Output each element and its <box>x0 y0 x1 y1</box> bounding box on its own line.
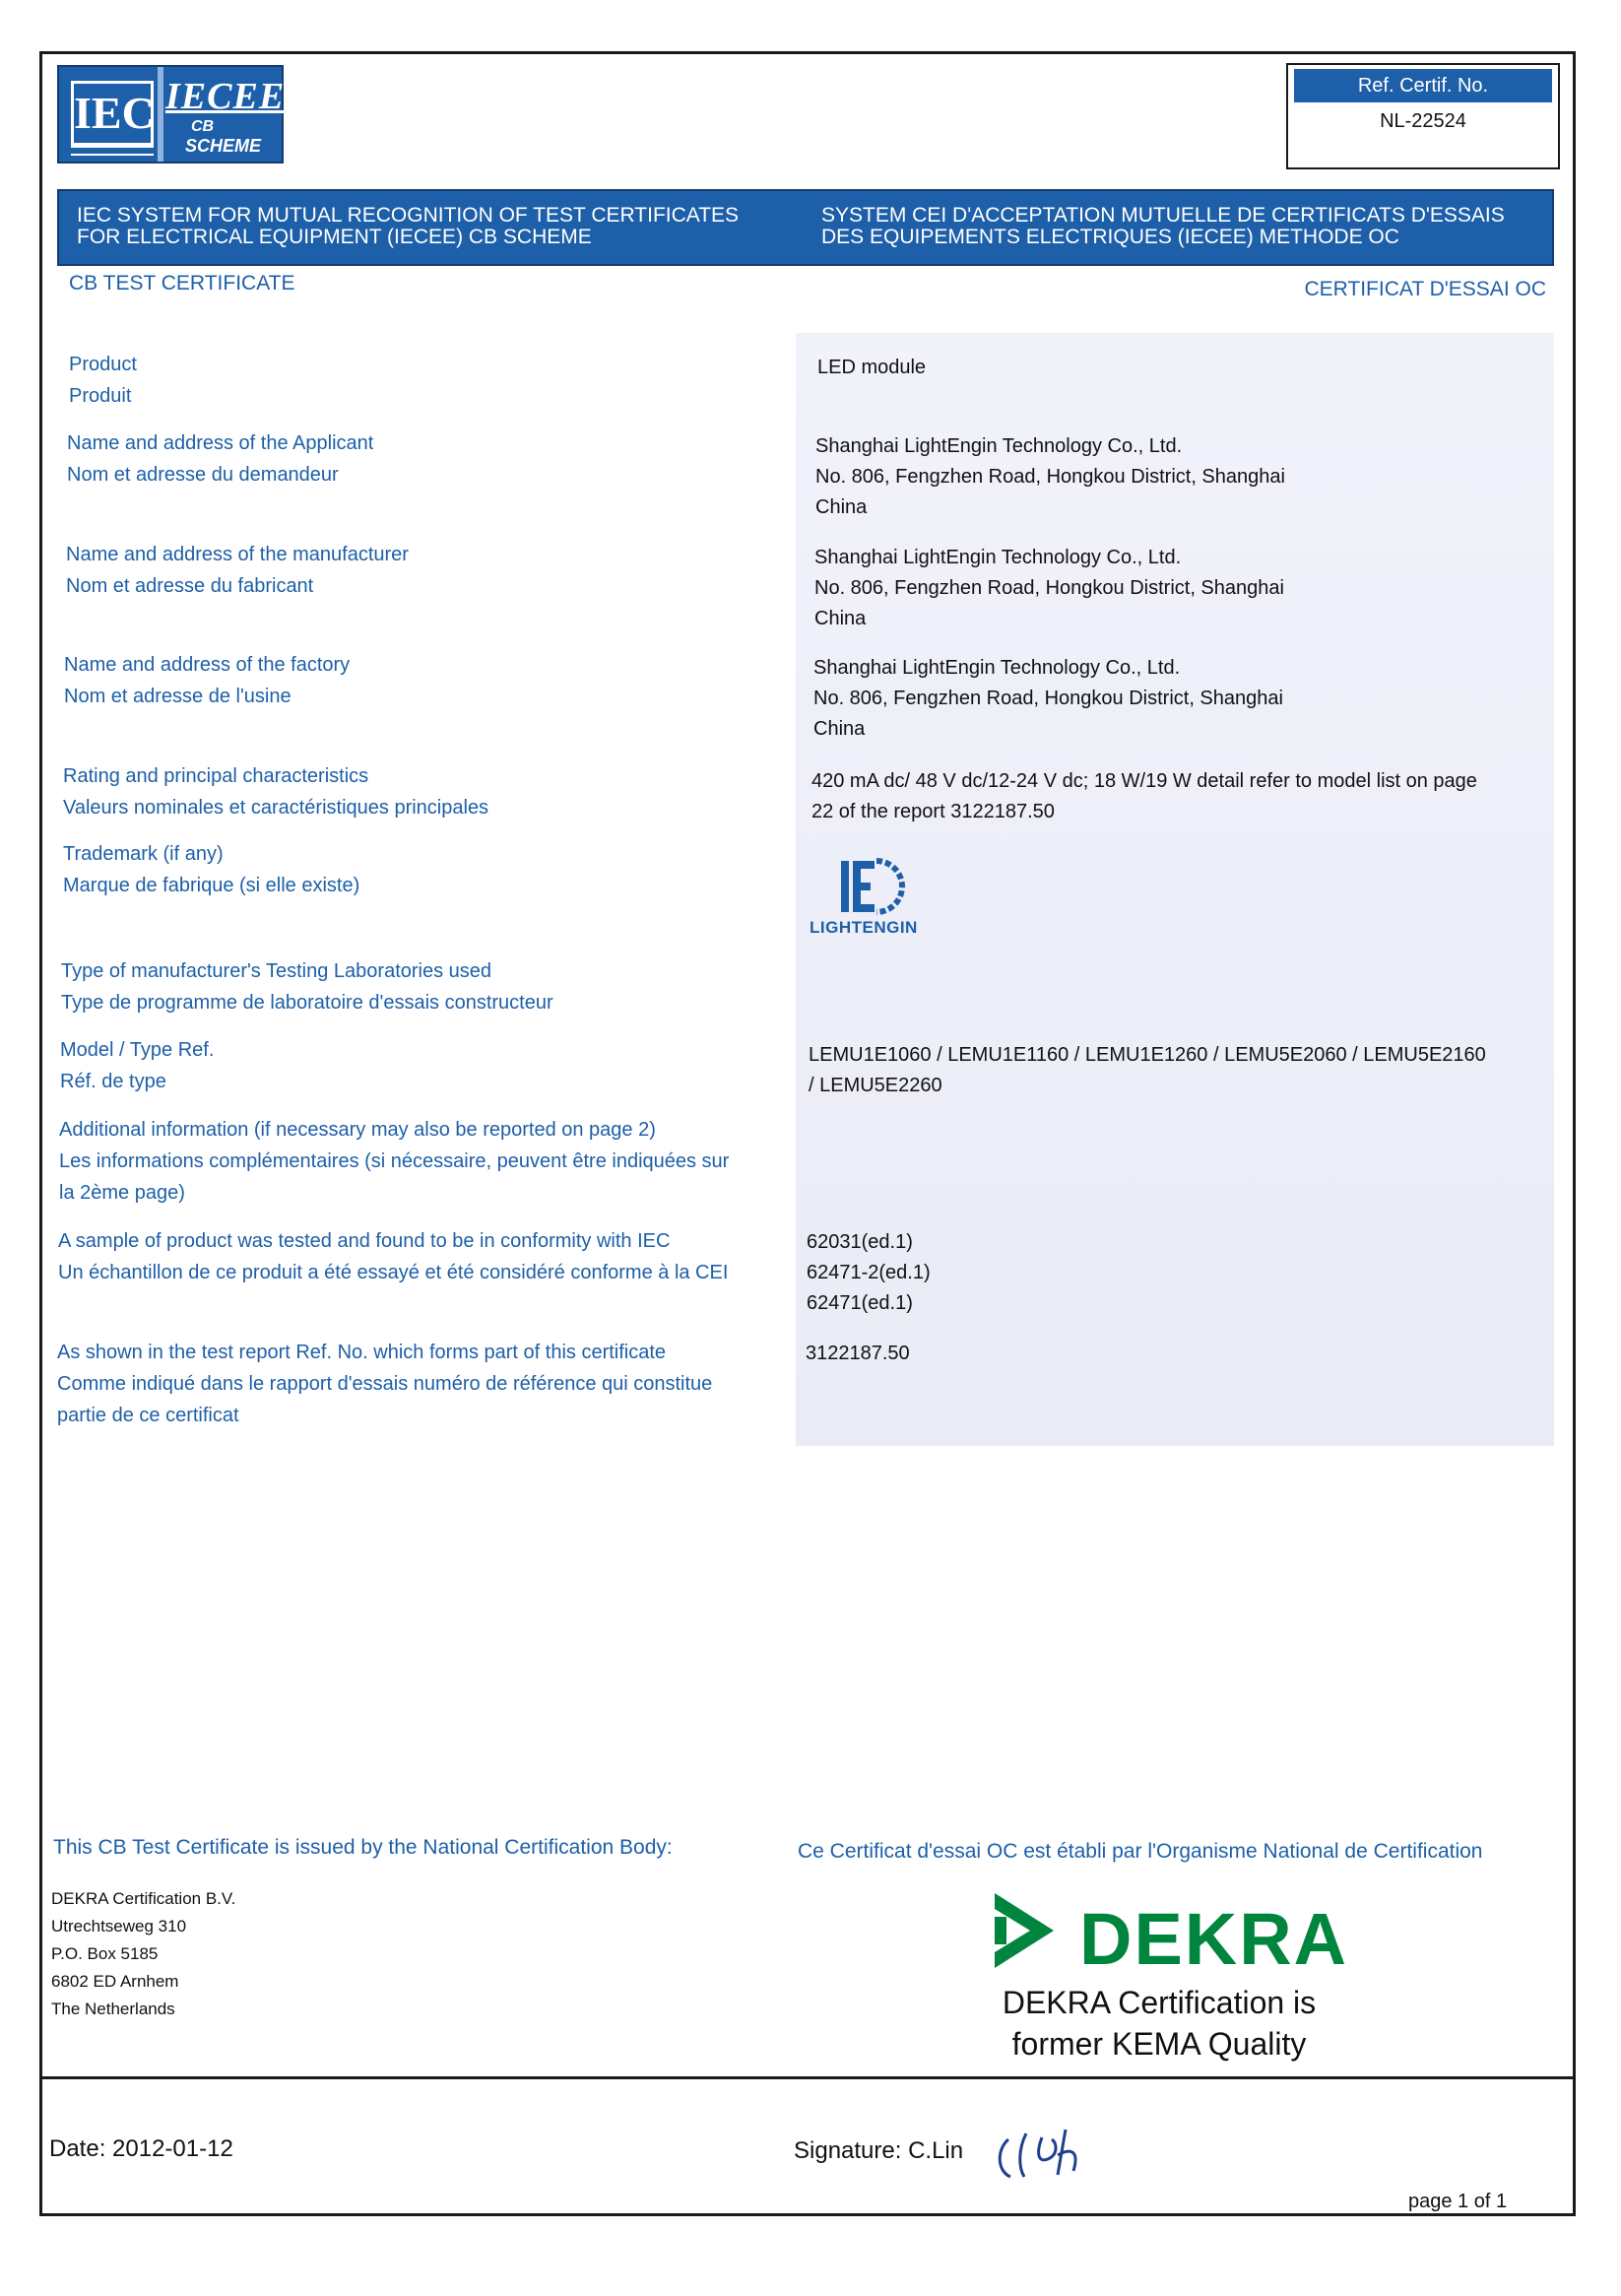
standards-list <box>807 1227 931 1319</box>
report-number-value: 3122187.50 <box>806 1343 910 1364</box>
banner-english <box>77 205 786 248</box>
applicant-label-fr: Nom et adresse du demandeur <box>67 464 339 486</box>
testing-labs-label <box>61 955 553 1018</box>
rating-line2: 22 of the report 3122187.50 <box>811 801 1055 822</box>
report-label <box>57 1337 712 1431</box>
factory-label <box>64 649 350 712</box>
report-label-en: As shown in the test report Ref. No. which forms part of this certificate <box>57 1342 667 1363</box>
product-label <box>69 349 137 412</box>
cb-logo-text: CB <box>191 118 215 135</box>
ref-certificate-label: Ref. Certif. No. <box>1294 69 1552 102</box>
certificat-essai-title: CERTIFICAT D'ESSAI OC <box>1304 278 1546 300</box>
page-number: page 1 of 1 <box>1408 2191 1508 2212</box>
trademark-label <box>63 838 359 901</box>
conformity-label-fr: Un échantillon de ce produit a été essayé et été considéré conforme à la CEI <box>58 1262 729 1283</box>
manufacturer-label <box>66 539 409 602</box>
manufacturer-label-en: Name and address of the manufacturer <box>66 544 409 565</box>
cb-test-certificate-title: CB TEST CERTIFICATE <box>69 272 295 295</box>
certificate-date: Date: 2012-01-12 <box>49 2135 233 2162</box>
dekra-arrow-icon <box>985 1883 1073 1982</box>
address-line: 6802 ED Arnhem <box>51 1972 179 1991</box>
trademark-logo-text: LIGHTENGIN <box>810 918 918 937</box>
dekra-sub-line1: DEKRA Certification is <box>1002 1985 1317 2020</box>
scheme-logo-text: SCHEME <box>185 136 262 156</box>
applicant-line3: China <box>815 496 868 518</box>
manufacturer-value <box>814 543 1284 634</box>
additional-info-label-fr2: la 2ème page) <box>59 1182 185 1204</box>
banner-fr-line1: SYSTEM CEI D'ACCEPTATION MUTUELLE DE CERTIFICATS D'ESSAIS <box>821 204 1505 227</box>
factory-line3: China <box>813 718 866 740</box>
handwritten-signature <box>989 2120 1107 2189</box>
additional-info-label-en: Additional information (if necessary may also be reported on page 2) <box>59 1119 656 1141</box>
model-line1: LEMU1E1060 / LEMU1E1160 / LEMU1E1260 / LEMU5E2060 / LEMU5E2160 <box>809 1044 1486 1066</box>
manufacturer-label-fr: Nom et adresse du fabricant <box>66 575 314 597</box>
ref-certificate-number: NL-22524 <box>1380 110 1466 132</box>
applicant-line2: No. 806, Fengzhen Road, Hongkou District, Shanghai <box>815 466 1285 488</box>
conformity-label <box>58 1225 728 1288</box>
product-label-fr: Produit <box>69 385 132 407</box>
additional-info-label-fr1: Les informations complémentaires (si nécessaire, peuvent être indiquées sur <box>59 1150 730 1172</box>
standard-item: 62031(ed.1) <box>807 1231 913 1253</box>
dekra-logo-text: DEKRA <box>1079 1898 1349 1980</box>
dekra-logo <box>985 1879 1349 1988</box>
address-line: Utrechtseweg 310 <box>51 1917 187 1935</box>
dekra-sub-line2: former KEMA Quality <box>1011 2026 1307 2062</box>
rating-value <box>811 766 1477 827</box>
logo-divider <box>158 67 163 162</box>
address-line: The Netherlands <box>51 2000 175 2018</box>
dekra-former-kema-note <box>997 1982 1322 2065</box>
conformity-label-en: A sample of product was tested and found to be in conformity with IEC <box>58 1230 671 1252</box>
banner-fr-line2: DES EQUIPEMENTS ELECTRIQUES (IECEE) METHODE OC <box>821 226 1399 248</box>
issued-by-english: This CB Test Certificate is issued by the National Certification Body: <box>53 1836 673 1859</box>
lightengin-emblem-icon <box>827 853 906 918</box>
rating-label <box>63 760 488 823</box>
product-value: LED module <box>817 357 927 378</box>
trademark-label-en: Trademark (if any) <box>63 843 224 865</box>
rating-label-en: Rating and principal characteristics <box>63 765 369 787</box>
iec-iecee-logo <box>57 65 284 164</box>
factory-value <box>813 653 1283 745</box>
signature-label: Signature: C.Lin <box>794 2137 964 2164</box>
banner-en-line1: IEC SYSTEM FOR MUTUAL RECOGNITION OF TEST CERTIFICATES <box>77 204 740 227</box>
rating-line1: 420 mA dc/ 48 V dc/12-24 V dc; 18 W/19 W detail refer to model list on page <box>811 770 1477 792</box>
iec-logo-lines <box>71 146 154 156</box>
product-label-en: Product <box>69 354 137 375</box>
ref-certificate-box <box>1286 63 1560 169</box>
applicant-label-en: Name and address of the Applicant <box>67 432 374 454</box>
applicant-value <box>815 431 1285 523</box>
standard-item: 62471-2(ed.1) <box>807 1262 931 1283</box>
factory-line2: No. 806, Fengzhen Road, Hongkou District, Shanghai <box>813 688 1283 709</box>
banner-french <box>821 205 1550 248</box>
manufacturer-line3: China <box>814 608 867 629</box>
iecee-logo-text: IECEE <box>165 76 286 117</box>
footer-divider <box>39 2076 1576 2079</box>
trademark-label-fr: Marque de fabrique (si elle existe) <box>63 875 360 896</box>
model-label-en: Model / Type Ref. <box>60 1039 215 1061</box>
manufacturer-line2: No. 806, Fengzhen Road, Hongkou District, Shanghai <box>814 577 1284 599</box>
model-line2: / LEMU5E2260 <box>809 1075 942 1096</box>
applicant-line1: Shanghai LightEngin Technology Co., Ltd. <box>815 435 1183 457</box>
address-line: P.O. Box 5185 <box>51 1944 159 1963</box>
rating-label-fr: Valeurs nominales et caractéristiques principales <box>63 797 489 819</box>
applicant-label <box>67 427 373 491</box>
report-label-fr2: partie de ce certificat <box>57 1405 239 1426</box>
additional-info-label <box>59 1114 729 1209</box>
model-label <box>60 1034 214 1097</box>
standard-item: 62471(ed.1) <box>807 1292 913 1314</box>
issued-by-french: Ce Certificat d'essai OC est établi par l'Organisme National de Certification <box>798 1840 1483 1863</box>
report-label-fr1: Comme indiqué dans le rapport d'essais numéro de référence qui constitue <box>57 1373 713 1395</box>
address-line: DEKRA Certification B.V. <box>51 1889 236 1908</box>
factory-label-fr: Nom et adresse de l'usine <box>64 686 292 707</box>
iec-logo-text: IEC <box>71 81 154 146</box>
testing-labs-label-fr: Type de programme de laboratoire d'essais constructeur <box>61 992 553 1014</box>
testing-labs-label-en: Type of manufacturer's Testing Laboratories used <box>61 960 492 982</box>
issuer-address <box>51 1885 235 2023</box>
factory-line1: Shanghai LightEngin Technology Co., Ltd. <box>813 657 1181 679</box>
lightengin-trademark-logo <box>810 853 928 944</box>
scheme-banner <box>57 189 1554 266</box>
factory-label-en: Name and address of the factory <box>64 654 351 676</box>
model-label-fr: Réf. de type <box>60 1071 166 1092</box>
manufacturer-line1: Shanghai LightEngin Technology Co., Ltd. <box>814 547 1182 568</box>
banner-en-line2: FOR ELECTRICAL EQUIPMENT (IECEE) CB SCHEME <box>77 226 592 248</box>
model-value <box>809 1040 1486 1101</box>
